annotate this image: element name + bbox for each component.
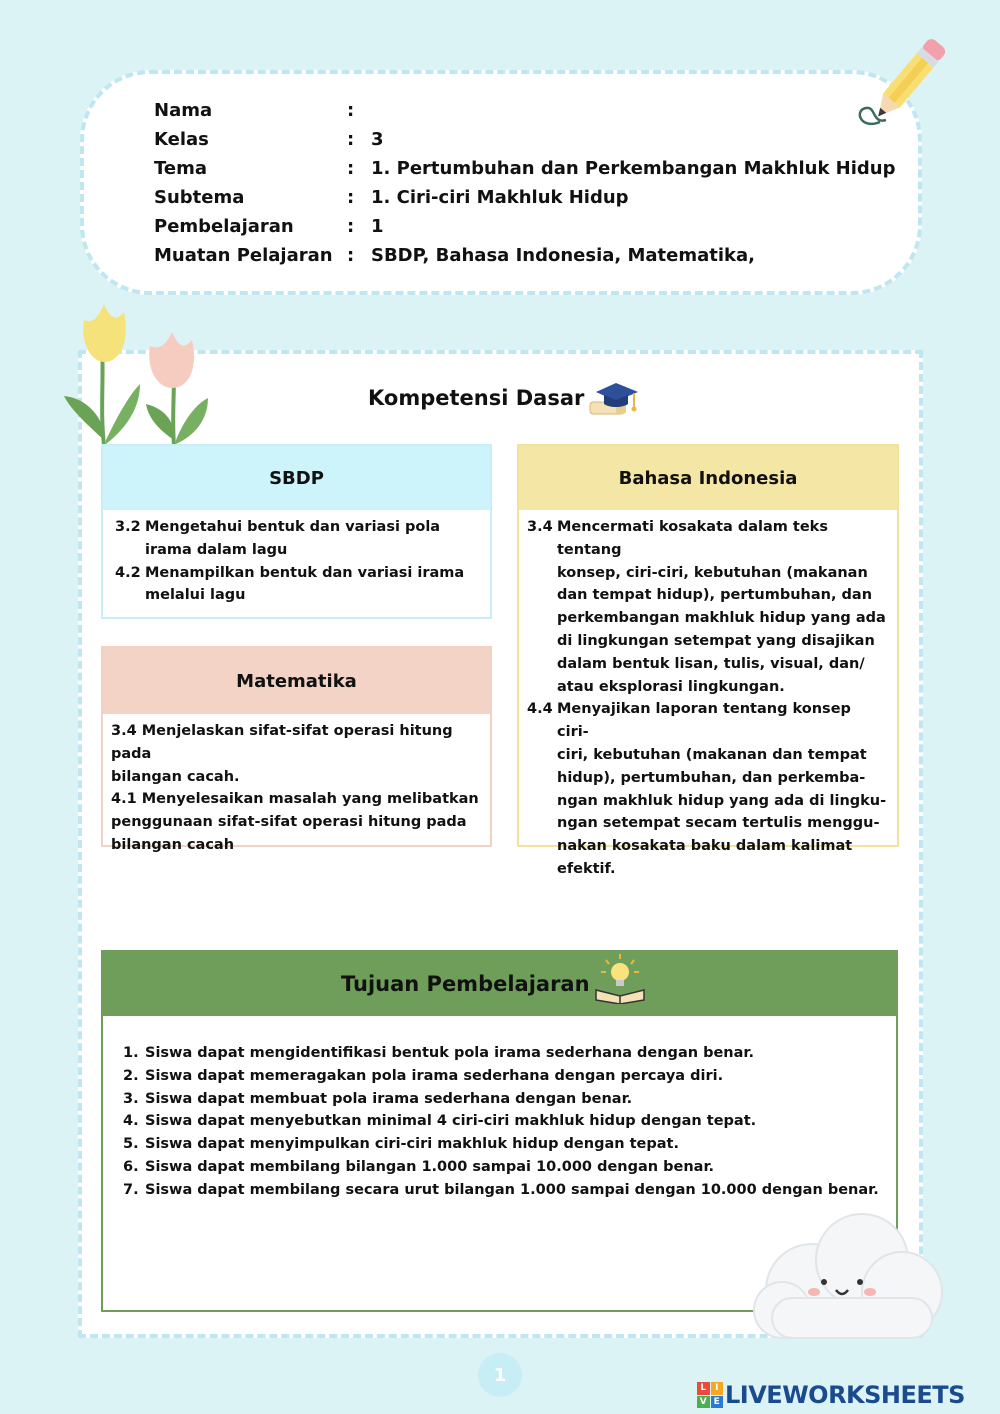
item-text: Siswa dapat mengidentifikasi bentuk pola irama sederhana dengan benar. — [145, 1045, 755, 1061]
info-label: Subtema — [154, 187, 245, 208]
brand-logo-icon — [697, 1382, 723, 1408]
list-item — [111, 788, 480, 856]
item-line: 4.1 Menyelesaikan masalah yang melibatkan — [111, 791, 479, 808]
sbdp-list — [103, 516, 490, 607]
pencil-icon — [850, 30, 965, 135]
list-item — [123, 1133, 896, 1156]
list-item — [527, 516, 887, 698]
item-text: Siswa dapat membuat pola irama sederhana dengan benar. — [145, 1090, 633, 1107]
item-text: Siswa dapat menyimpulkan ciri-ciri makhluk hidup dengan tepat. — [145, 1136, 679, 1153]
item-line: 3.4 Menjelaskan sifat-sifat operasi hitung pada — [111, 723, 453, 762]
info-label: Nama — [154, 100, 213, 121]
item-line: penggunaan sifat-sifat operasi hitung pada — [111, 814, 467, 831]
item-number: 7. — [123, 1181, 139, 1198]
item-text: Siswa dapat membilang secara urut bilangan 1.000 sampai dengan 10.000 dengan benar. — [145, 1181, 879, 1198]
bahasa-indonesia-title: Bahasa Indonesia — [519, 446, 897, 510]
item-number: 3.4 — [527, 519, 553, 535]
info-colon: : — [347, 216, 355, 237]
matematika-list — [103, 720, 490, 857]
subtema-value: 1. Ciri-ciri Makhluk Hidup — [371, 187, 629, 208]
liveworksheets-logo — [697, 1378, 965, 1412]
item-line: efektif. — [557, 860, 616, 877]
item-line: melalui lagu — [145, 587, 246, 604]
info-colon: : — [347, 100, 355, 121]
matematika-box — [101, 646, 492, 853]
item-text: Siswa dapat memeragakan pola irama sederhana dengan percaya diri. — [145, 1067, 724, 1084]
matematika-title: Matematika — [103, 648, 490, 714]
sbdp-box — [101, 444, 492, 619]
info-colon: : — [347, 245, 355, 266]
info-colon: : — [347, 158, 355, 179]
list-item — [123, 1110, 896, 1133]
info-label: Pembelajaran — [154, 216, 294, 237]
tema-value: 1. Pertumbuhan dan Perkembangan Makhluk Hidup — [371, 158, 896, 179]
kompetensi-dasar-title: Kompetensi Dasar — [368, 386, 585, 410]
graduation-cap-icon — [586, 380, 640, 420]
smiling-cloud-icon — [752, 1210, 944, 1340]
item-line: bilangan cacah — [111, 836, 235, 853]
brand-logo-letter: V — [697, 1396, 710, 1409]
list-item — [123, 1088, 896, 1111]
bahasa-indonesia-list — [519, 516, 897, 881]
student-info-card — [80, 70, 922, 295]
item-line: hidup), pertumbuhan, dan perkemba- — [557, 769, 866, 786]
item-text: Siswa dapat membilang bilangan 1.000 sampai 10.000 dengan benar. — [145, 1158, 715, 1175]
list-item — [115, 516, 476, 562]
info-label: Tema — [154, 158, 207, 179]
list-item — [123, 1065, 896, 1088]
item-number: 3.2 — [115, 519, 141, 535]
item-number: 3. — [123, 1090, 139, 1107]
item-line: atau eksplorasi lingkungan. — [557, 678, 785, 695]
pembelajaran-value: 1 — [371, 216, 384, 237]
item-number: 4.4 — [527, 701, 553, 718]
sbdp-title: SBDP — [103, 446, 490, 510]
item-number: 4. — [123, 1113, 139, 1130]
page-number: 1 — [478, 1353, 522, 1397]
info-colon: : — [347, 187, 355, 208]
item-line: dan tempat hidup), pertumbuhan, dan — [557, 587, 873, 604]
tulip-flowers-icon — [62, 300, 217, 450]
item-number: 6. — [123, 1158, 139, 1175]
item-line: irama dalam lagu — [145, 541, 288, 558]
item-line: Menyajikan laporan tentang konsep ciri- — [557, 701, 851, 741]
list-item — [123, 1156, 896, 1179]
item-line: perkembangan makhluk hidup yang ada — [557, 610, 886, 627]
item-line: konsep, ciri-ciri, kebutuhan (makanan — [557, 564, 868, 581]
tujuan-list — [103, 1042, 896, 1202]
kelas-value: 3 — [371, 129, 384, 150]
item-number: 1. — [123, 1045, 139, 1061]
bahasa-indonesia-box — [517, 444, 899, 877]
muatan-value: SBDP, Bahasa Indonesia, Matematika, — [371, 245, 755, 266]
item-line: Mencermati kosakata dalam teks tentang — [557, 519, 828, 558]
info-label: Muatan Pelajaran — [154, 245, 333, 266]
item-line: nakan kosakata baku dalam kalimat — [557, 838, 853, 855]
brand-name: LIVEWORKSHEETS — [725, 1381, 965, 1409]
list-item — [123, 1042, 896, 1065]
item-text: Siswa dapat menyebutkan minimal 4 ciri-ciri makhluk hidup dengan tepat. — [145, 1113, 757, 1130]
list-item — [115, 562, 476, 608]
item-number: 5. — [123, 1136, 139, 1153]
item-line: di lingkungan setempat yang disajikan — [557, 632, 875, 649]
info-colon: : — [347, 129, 355, 150]
brand-logo-letter: L — [697, 1382, 710, 1395]
list-item — [527, 698, 887, 880]
item-line: Menampilkan bentuk dan variasi irama — [145, 564, 465, 581]
brand-logo-letter: E — [711, 1396, 724, 1409]
item-number: 2. — [123, 1067, 139, 1084]
item-line: ngan setempat secam tertulis menggu- — [557, 815, 880, 832]
item-line: Mengetahui bentuk dan variasi pola — [145, 519, 441, 535]
tujuan-pembelajaran-title: Tujuan Pembelajaran — [103, 952, 896, 1016]
item-line: dalam bentuk lisan, tulis, visual, dan/ — [557, 655, 865, 672]
item-number: 4.2 — [115, 564, 141, 581]
lightbulb-book-icon — [592, 952, 648, 1004]
item-line: ngan makhluk hidup yang ada di lingku- — [557, 792, 887, 809]
list-item — [111, 720, 480, 788]
list-item — [123, 1179, 896, 1202]
item-line: ciri, kebutuhan (makanan dan tempat — [557, 746, 867, 763]
brand-logo-letter: I — [711, 1382, 724, 1395]
item-line: bilangan cacah. — [111, 768, 240, 785]
info-label: Kelas — [154, 129, 209, 150]
